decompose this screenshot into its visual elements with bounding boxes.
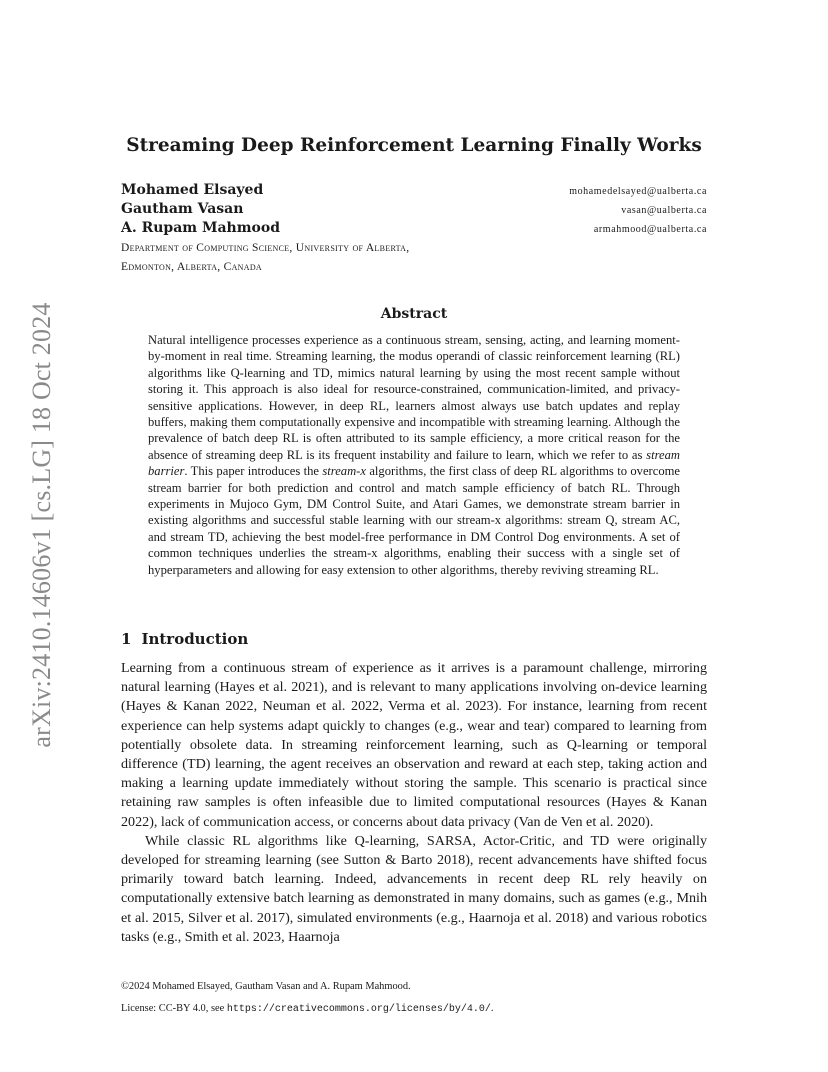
author-email: vasan@ualberta.ca [621, 205, 707, 216]
abstract-text-part: algorithms, the first class of deep RL algorithms to overcome stream barrier for both prediction and control and match sample efficiency of batch RL. Through experiments in Mujoco Gym, DM Control Suite, and Atari Games, we demonstrate stream barrier in existing algorithms and successful stable learning with our stream-x algorithms: stream Q, stream AC, and stream TD, achieving the best model-free performance in DM Control Dog environments. A set of common techniques underlies the stream-x algorithms, enabling their success with a single set of hyperparameters and allowing for easy extension to other algorithms, thereby reviving streaming RL. [148, 464, 681, 577]
affiliation-line-1: Department of Computing Science, University of Alberta, [121, 242, 410, 254]
author-name: Mohamed Elsayed [121, 182, 264, 198]
abstract-emphasis-stream-barrier: stream barrier [148, 447, 680, 479]
license-link[interactable]: https://creativecommons.org/licenses/by/4.0/ [226, 1004, 491, 1015]
author-block [121, 182, 707, 277]
affiliation-line-2: Edmonton, Alberta, Canada [121, 261, 262, 273]
footnote [121, 980, 707, 1017]
license-notice [121, 1002, 707, 1017]
abstract-text [148, 332, 680, 578]
introduction-body [121, 659, 707, 947]
arxiv-identifier-stamp [22, 290, 62, 760]
author-name: Gautham Vasan [121, 201, 244, 217]
author-email: armahmood@ualberta.ca [593, 224, 707, 235]
abstract-emphasis-stream-x: stream-x [322, 464, 366, 479]
paragraph: While classic RL algorithms like Q-learning, SARSA, Actor-Critic, and TD were originally developed for streaming learning (see Sutton & Barto 2018), recent advancements have shifted focus primarily toward batch learning. Indeed, advancements in recent deep RL rely heavily on computationally extensive batch learning as demonstrated in many domains, such as games (e.g., Mnih et al. 2015, Silver et al. 2017), simulated environments (e.g., Haarnoja et al. 2018) and various robotics tasks (e.g., Smith et al. 2023, Haarnoja [121, 832, 707, 945]
arxiv-identifier: arXiv:2410.14606v1 [cs.LG] 18 Oct 2024 [27, 302, 56, 748]
copyright-notice: ©2024 Mohamed Elsayed, Gautham Vasan and A. Rupam Mahmood. [121, 981, 411, 992]
paragraph: Learning from a continuous stream of experience as it arrives is a paramount challenge, mirroring natural learning (Hayes et al. 2021), and is relevant to many applications involving on-device learning (Hayes & Kanan 2022, Neuman et al. 2022, Verma et al. 2023). For instance, learning from recent experience can help systems adapt quickly to changes (e.g., wear and tear) compared to learning from potentially obsolete data. In streaming reinforcement learning, such as Q-learning or temporal difference (TD) learning, the agent receives an observation and reward at each step, taking action and making a learning update immediately without storing the sample. This scenario is practical since retaining raw samples is often infeasible due to limited computational resources (Hayes & Kanan 2022), lack of communication access, or concerns about data privacy (Van de Ven et al. 2020). [121, 660, 707, 830]
paper-title: Streaming Deep Reinforcement Learning Finally Works [126, 135, 702, 156]
author-email: mohamedelsayed@ualberta.ca [569, 186, 707, 197]
license-suffix: . [490, 1003, 494, 1014]
abstract-text-part: Natural intelligence processes experience as a continuous stream, sensing, acting, and learning moment-by-moment in real time. Streaming learning, the modus operandi of classic reinforcement learning (RL) algorithms like Q-learning and TD, mimics natural learning by using the most recent sample without storing it. This approach is also ideal for resource-constrained, communication-limited, and privacy-sensitive applications. However, in deep RL, learners almost always use batch updates and replay buffers, making them computationally expensive and incompatible with streaming learning. Although the prevalence of batch deep RL is often attributed to its sample efficiency, a more critical reason for the absence of streaming deep RL is its frequent instability and failure to learn, which we refer to as [148, 333, 680, 462]
author-row [121, 220, 707, 239]
section-heading-introduction [121, 630, 248, 648]
abstract-text-part: . This paper introduces the [184, 464, 323, 479]
license-prefix: License: CC-BY 4.0, see [121, 1003, 227, 1014]
abstract-heading: Abstract [380, 306, 448, 322]
section-title: Introduction [141, 630, 249, 648]
author-row [121, 182, 707, 201]
author-name: A. Rupam Mahmood [121, 220, 280, 236]
section-number: 1 [121, 630, 132, 648]
author-row [121, 201, 707, 220]
